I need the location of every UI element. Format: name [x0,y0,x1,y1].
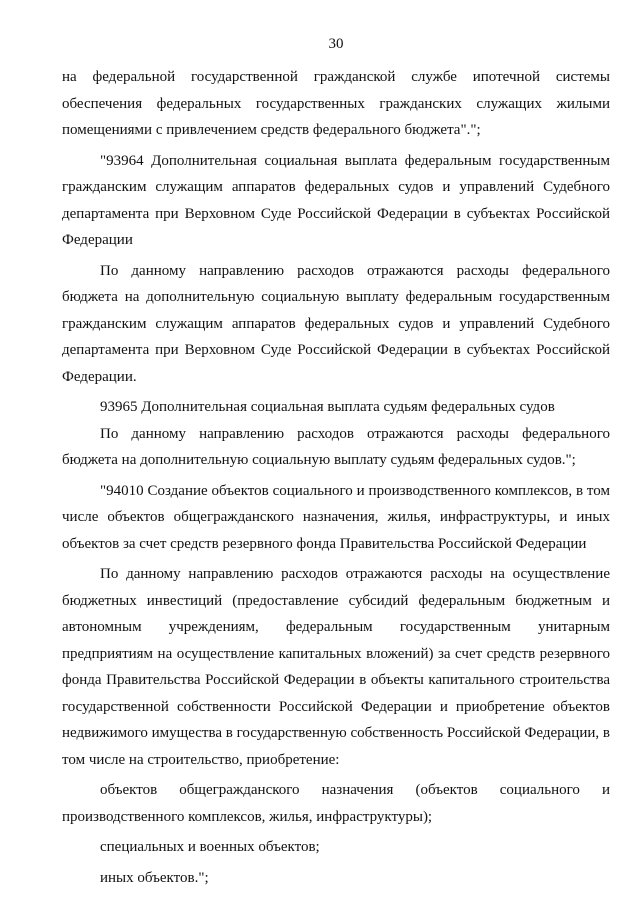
paragraph-94010-description: По данному направлению расходов отражаются расходы на осуществление бюджетных инвестиций (предоставление субсидий федеральным бюджетным и автономным учреждениям, федеральным государственным унитарным предприятиям на осуществление капитальных вложений) за счет средств резервного фонда Правительства Российской Федерации в объекты капитального строительства государственной собственности Российской Федерации и приобретение объектов недвижимого имущества в государственную собственность Российской Федерации, в том числе на строительство, приобретение: [62,566,610,768]
paragraph-93964-description: По данному направлению расходов отражаются расходы федерального бюджета на дополнительную социальную выплату федеральным государственным гражданским служащим аппаратов федеральных судов и управлений Судебного департамента при Верховном Суде Российской Федерации в субъектах Российской Федерации. [62,262,610,385]
paragraph-continuation: на федеральной государственной гражданской службе ипотечной системы обеспечения федеральных государственных гражданских служащих жилыми помещениями с привлечением средств федерального бюджета"."; [62,69,610,138]
paragraph-93965-description: По данному направлению расходов отражаются расходы федерального бюджета на дополнительную социальную выплату судьям федеральных судов."; [62,425,610,468]
page-number: 30 [328,36,344,52]
list-item-special-military-objects: специальных и военных объектов; [100,839,320,855]
paragraph-93965-heading: 93965 Дополнительная социальная выплата судьям федеральных судов [100,399,555,415]
paragraph-93964-heading: "93964 Дополнительная социальная выплата федеральным государственным гражданским служащим аппаратов федеральных судов и управлений Судебного департамента при Верховном Суде Российской Федерации в субъектах Российской Федерации [62,152,610,248]
document-body [62,64,610,891]
paragraph-94010-heading: "94010 Создание объектов социального и производственного комплексов, в том числе объектов общегражданского назначения, жилья, инфраструктуры, и иных объектов за счет средств резервного фонда Правительства Российской Федерации [62,482,610,552]
list-item-other-objects: иных объектов."; [100,869,209,886]
list-item-public-objects: объектов общегражданского назначения (объектов социального и производственного комплексов, жилья, инфраструктуры); [62,782,610,825]
